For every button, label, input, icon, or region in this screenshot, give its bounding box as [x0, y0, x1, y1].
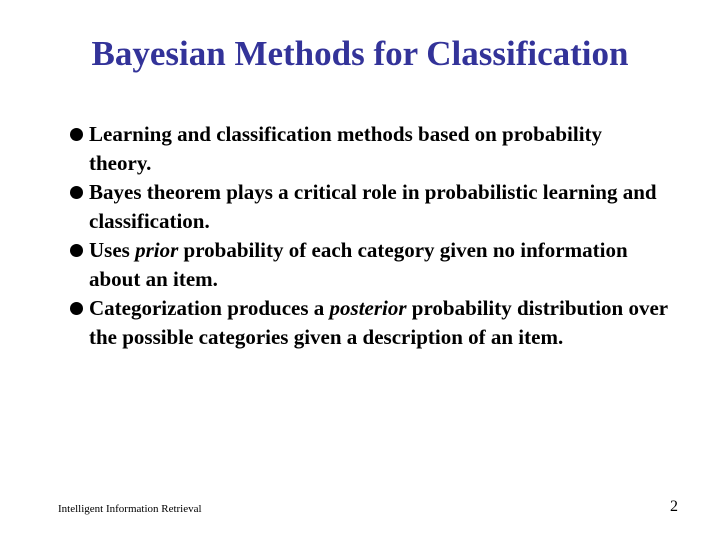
emphasis-posterior: posterior [329, 296, 407, 320]
bullet-list [68, 120, 668, 352]
bullet-text: probability of each category given no information about an item. [89, 238, 628, 291]
bullet-text: probability distribution over the possible categories given a description of an item. [89, 296, 668, 349]
bullet-text: Learning and classification methods based on probability theory. [89, 122, 603, 175]
bullet-icon [70, 128, 83, 141]
bullet-icon [70, 244, 83, 257]
bullet-item [68, 120, 668, 178]
footer-text: Intelligent Information Retrieval [58, 503, 202, 515]
bullet-item [68, 236, 668, 294]
slide-title: Bayesian Methods for Classification [91, 34, 629, 73]
emphasis-prior: prior [135, 238, 179, 262]
bullet-text: Bayes theorem plays a critical role in probabilistic learning and classification. [89, 180, 657, 233]
bullet-icon [70, 302, 83, 315]
page-number: 2 [670, 498, 678, 515]
bullet-item [68, 294, 668, 352]
bullet-text: Uses [89, 238, 136, 262]
bullet-item [68, 178, 668, 236]
bullet-text: Categorization produces a [89, 296, 330, 320]
bullet-icon [70, 186, 83, 199]
